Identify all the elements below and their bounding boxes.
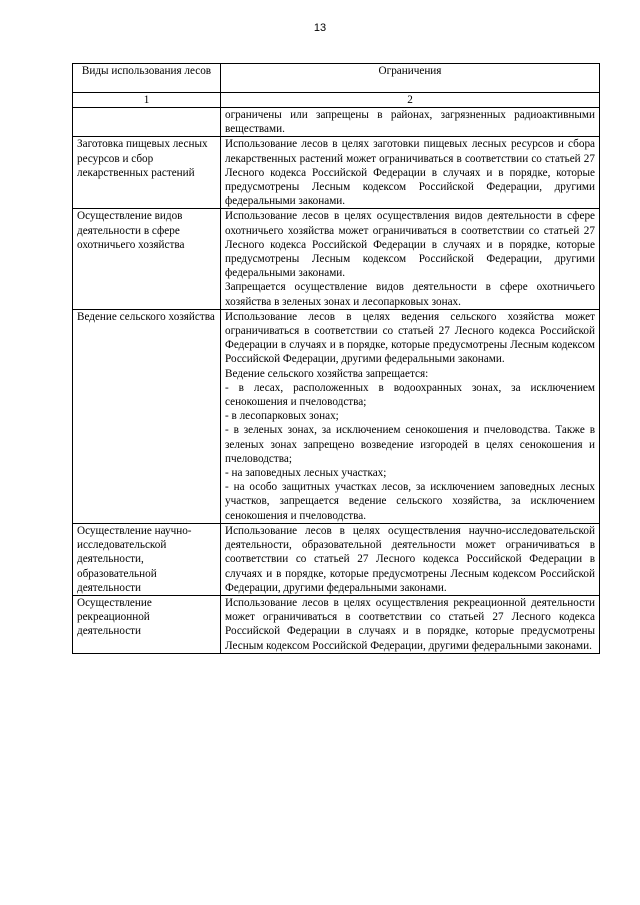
restriction-paragraph: Использование лесов в целях заготовки пищевых лесных ресурсов и сбора лекарственных растений может ограничиваться в соответствии со статьей 27 Лесного кодекса Российской Федерации в случаях и в порядке, которые предусмотрены Лесным кодексом Российской Федерации, другими федеральными законами. xyxy=(225,138,595,208)
restrictions-cell xyxy=(221,595,600,653)
table-row xyxy=(73,137,600,209)
restrictions-cell xyxy=(221,209,600,309)
header-forest-use-kinds: Виды использования лесов xyxy=(73,64,221,93)
restriction-paragraph: Использование лесов в целях осуществления рекреационной деятельности может ограничиваться в соответствии со статьей 27 Лесного кодекса Российской Федерации в случаях и в порядке, которые предусмотрены Лесным кодексом Российской Федерации, другими федеральными законами. xyxy=(225,596,595,652)
restriction-paragraph: Запрещается осуществление видов деятельности в сфере охотничьего хозяйства в зеленых зонах и лесопарковых зонах. xyxy=(225,281,595,308)
page-number: 13 xyxy=(313,22,327,34)
forest-use-kind-cell: Заготовка пищевых лесных ресурсов и сбор лекарственных растений xyxy=(73,137,221,209)
restriction-paragraph: - в лесах, расположенных в водоохранных зонах, за исключением сенокошения и пчеловодства; xyxy=(225,381,595,409)
header-restrictions: Ограничения xyxy=(221,64,600,93)
table-row xyxy=(73,108,600,137)
restriction-paragraph: Ведение сельского хозяйства запрещается: xyxy=(225,367,429,380)
restrictions-cell xyxy=(221,309,600,523)
table-row xyxy=(73,523,600,595)
column-number-2: 2 xyxy=(221,93,600,108)
column-number-1: 1 xyxy=(73,93,221,108)
restrictions-cell xyxy=(221,137,600,209)
table-row xyxy=(73,595,600,653)
table-row xyxy=(73,309,600,523)
forest-use-kind-cell: Осуществление рекреационной деятельности xyxy=(73,595,221,653)
restrictions-cell xyxy=(221,523,600,595)
forest-use-kind-cell xyxy=(73,108,221,137)
table-header-row xyxy=(73,64,600,93)
forest-use-kind-cell: Ведение сельского хозяйства xyxy=(73,309,221,523)
restriction-paragraph: Использование лесов в целях ведения сельского хозяйства может ограничиваться в соответствии со статьей 27 Лесного кодекса Российской Федерации в случаях и в порядке, которые предусмотрены Лесным кодексом Российской Федерации, другими федеральными законами. xyxy=(225,310,595,366)
restriction-paragraph: Использование лесов в целях осуществления научно-исследовательской деятельности, образовательной деятельности может ограничиваться в соответствии со статьей 27 Лесного кодекса Российской Федерации в случаях и в порядке, которые предусмотрены Лесным кодексом Российской Федерации, другими федеральными законами. xyxy=(225,524,595,594)
restrictions-table xyxy=(72,63,600,654)
restriction-paragraph: - на особо защитных участках лесов, за исключением заповедных лесных участков, запрещается ведение сельского хозяйства, за исключением сенокошения и пчеловодства. xyxy=(225,481,595,522)
restriction-paragraph: Использование лесов в целях осуществления видов деятельности в сфере охотничьего хозяйства может ограничиваться в соответствии со статьей 27 Лесного кодекса Российской Федерации в случаях и в порядке, которые предусмотрены Лесным кодексом Российской Федерации, другими федеральными законами. xyxy=(225,210,595,280)
forest-use-kind-cell: Осуществление научно-исследовательской деятельности, образовательной деятельности xyxy=(73,523,221,595)
restriction-paragraph: - на заповедных лесных участках; xyxy=(225,467,387,480)
restriction-paragraph: - в зеленых зонах, за исключением сенокошения и пчеловодства. Также в зеленых зонах запрещено возведение изгородей в целях сенокошения и пчеловодства; xyxy=(225,424,595,465)
table-body xyxy=(73,108,600,654)
column-number-row xyxy=(73,93,600,108)
restriction-paragraph: ограничены или запрещены в районах, загрязненных радиоактивными веществами. xyxy=(225,109,595,136)
restrictions-cell xyxy=(221,108,600,137)
forest-use-kind-cell: Осуществление видов деятельности в сфере охотничьего хозяйства xyxy=(73,209,221,309)
restriction-paragraph: - в лесопарковых зонах; xyxy=(225,410,339,423)
table-row xyxy=(73,209,600,309)
